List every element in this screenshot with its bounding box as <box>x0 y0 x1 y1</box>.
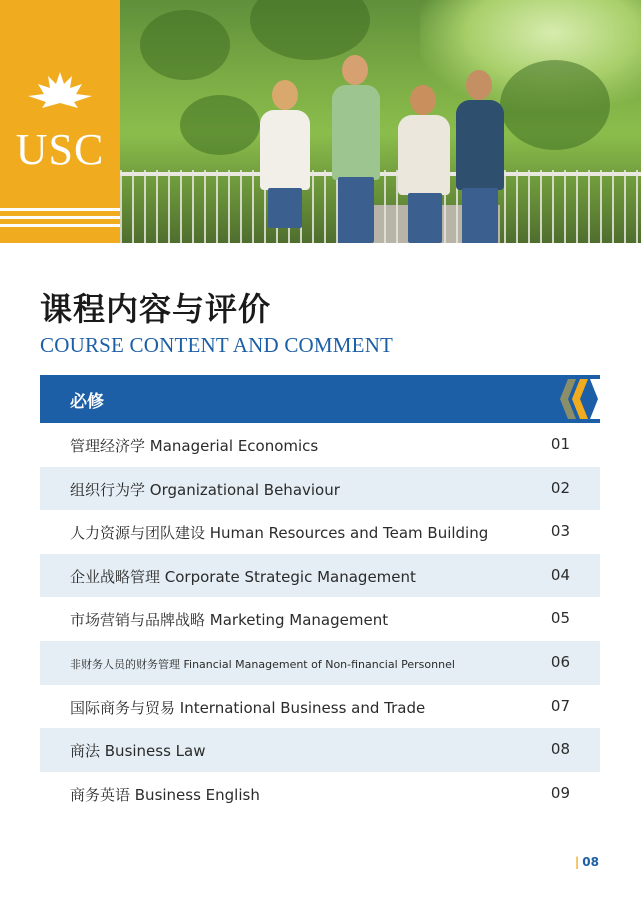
page-title-en: COURSE CONTENT AND COMMENT <box>40 333 394 357</box>
course-name: 市场营销与品牌战略 Marketing Management <box>70 611 389 630</box>
course-name: 组织行为学 Organizational Behaviour <box>70 480 340 499</box>
students-photo <box>120 0 641 243</box>
course-number: 06 <box>550 652 570 671</box>
list-item <box>40 554 600 598</box>
course-number: 01 <box>550 435 570 453</box>
header-banner <box>0 0 641 243</box>
course-name: 人力资源与团队建设 Human Resources and Team Building <box>70 524 489 543</box>
course-number: 09 <box>550 783 570 802</box>
chevron-decoration-icon <box>560 375 600 423</box>
list-item <box>40 728 600 772</box>
course-name: 商务英语 Business English <box>70 785 260 804</box>
list-item <box>40 685 600 729</box>
list-item <box>40 772 600 816</box>
course-name: 商法 Business Law <box>70 742 206 761</box>
course-list <box>40 423 600 815</box>
section-label: 必修 <box>70 392 104 412</box>
course-name: 企业战略管理 Corporate Strategic Management <box>70 567 416 586</box>
list-item <box>40 467 600 511</box>
course-number: 04 <box>550 565 570 584</box>
course-name: 非财务人员的财务管理 Financial Management of Non-financial Personnel <box>70 657 455 671</box>
course-number: 05 <box>550 609 570 628</box>
course-number: 08 <box>550 740 570 759</box>
list-item <box>40 597 600 641</box>
course-number: 07 <box>550 696 570 715</box>
logo-text: USC <box>15 125 105 174</box>
page-number <box>575 855 599 869</box>
page-separator: | <box>574 855 580 869</box>
maple-leaf-icon <box>26 70 94 110</box>
section-header <box>40 375 600 423</box>
page-number-value: 08 <box>582 855 599 869</box>
course-name: 管理经济学 Managerial Economics <box>70 437 319 455</box>
list-item <box>40 641 600 685</box>
page-title-cn: 课程内容与评价 <box>40 290 272 328</box>
course-number: 02 <box>550 478 570 497</box>
list-item <box>40 510 600 554</box>
list-item <box>40 423 600 467</box>
course-number: 03 <box>550 522 570 541</box>
logo-panel <box>0 0 120 243</box>
course-name: 国际商务与贸易 International Business and Trade <box>70 698 426 717</box>
